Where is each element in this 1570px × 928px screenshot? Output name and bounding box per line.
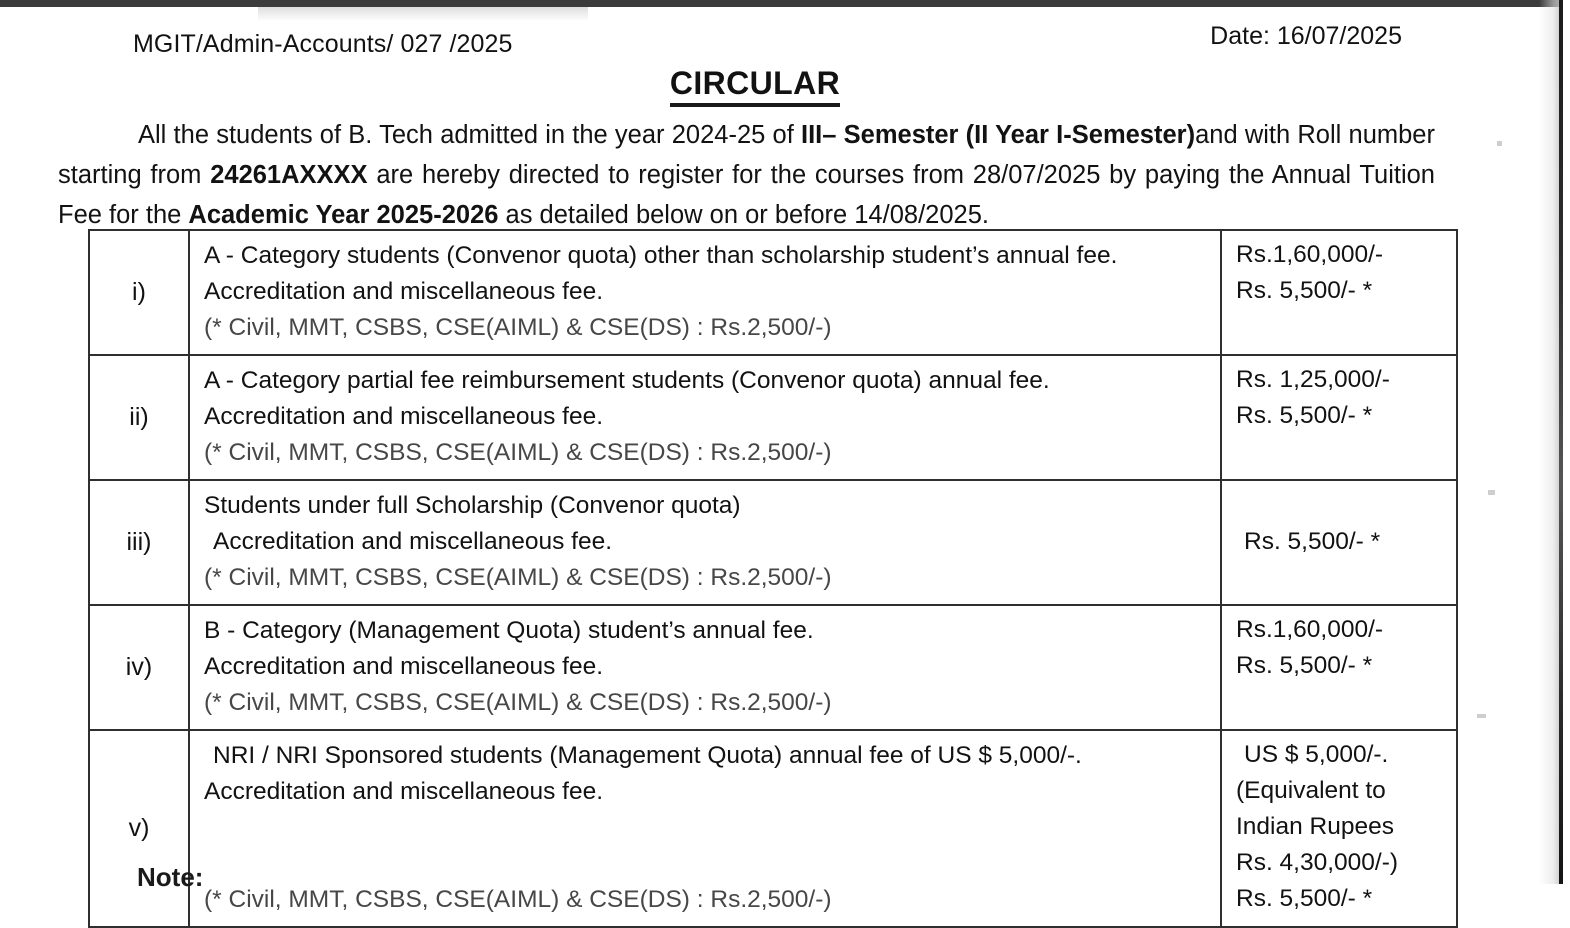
page-title bbox=[0, 65, 1510, 107]
desc-blank-line bbox=[204, 810, 1220, 846]
circular-body-paragraph bbox=[58, 115, 1435, 235]
row-description-i bbox=[189, 230, 1221, 355]
scan-top-smudge-artifact bbox=[258, 7, 588, 20]
desc-line: (* Civil, MMT, CSBS, CSE(AIML) & CSE(DS) : Rs.2,500/-) bbox=[204, 314, 832, 341]
amount-line: US $ 5,000/-. bbox=[1244, 741, 1389, 768]
desc-blank-line bbox=[204, 846, 1220, 882]
body-text-segment-3: are hereby directed to register for the courses from 28/07/2025 by paying the Annual Tuition Fee for the bbox=[58, 161, 1435, 229]
desc-line: Accreditation and miscellaneous fee. bbox=[204, 778, 604, 805]
row-amount-ii bbox=[1221, 355, 1457, 480]
body-text-segment-1: All the students of B. Tech admitted in the year 2024-25 of bbox=[138, 121, 801, 149]
desc-line: A - Category partial fee reimbursement students (Convenor quota) annual fee. bbox=[204, 367, 1050, 394]
desc-line: A - Category students (Convenor quota) other than scholarship student’s annual fee. bbox=[204, 242, 1118, 269]
page-title-text: CIRCULAR bbox=[670, 65, 840, 107]
row-index-iv: iv) bbox=[89, 605, 189, 730]
row-description-v bbox=[189, 730, 1221, 927]
table-row bbox=[89, 730, 1457, 927]
amount-line: Rs. 5,500/- * bbox=[1236, 277, 1373, 304]
scan-right-gutter-artifact bbox=[1539, 0, 1559, 884]
row-index-i: i) bbox=[89, 230, 189, 355]
table-row bbox=[89, 230, 1457, 355]
row-description-iii bbox=[189, 480, 1221, 605]
desc-line: (* Civil, MMT, CSBS, CSE(AIML) & CSE(DS) : Rs.2,500/-) bbox=[204, 564, 832, 591]
body-semester-emphasis: III– Semester (II Year I-Semester) bbox=[801, 121, 1196, 149]
desc-line: Accreditation and miscellaneous fee. bbox=[204, 403, 604, 430]
amount-line: Rs. 5,500/- * bbox=[1236, 885, 1373, 912]
desc-line: (* Civil, MMT, CSBS, CSE(AIML) & CSE(DS) : Rs.2,500/-) bbox=[204, 439, 832, 466]
body-rollnumber-emphasis: 24261AXXXX bbox=[210, 161, 368, 189]
row-amount-v bbox=[1221, 730, 1457, 927]
row-index-iii: iii) bbox=[89, 480, 189, 605]
desc-line: Accreditation and miscellaneous fee. bbox=[204, 278, 604, 305]
table-row bbox=[89, 355, 1457, 480]
desc-line: Students under full Scholarship (Convenor quota) bbox=[204, 492, 741, 519]
desc-line: (* Civil, MMT, CSBS, CSE(AIML) & CSE(DS) : Rs.2,500/-) bbox=[204, 689, 832, 716]
row-amount-iii bbox=[1221, 480, 1457, 605]
amount-line: (Equivalent to bbox=[1236, 777, 1386, 804]
row-amount-i bbox=[1221, 230, 1457, 355]
row-description-ii bbox=[189, 355, 1221, 480]
scan-speck bbox=[1497, 141, 1502, 146]
amount-line: Rs. 1,25,000/- bbox=[1236, 366, 1390, 393]
amount-line: Rs. 5,500/- * bbox=[1244, 527, 1381, 555]
reference-number: MGIT/Admin-Accounts/ 027 /2025 bbox=[133, 30, 513, 58]
body-text-segment-4: as detailed below on or before 14/08/2025. bbox=[498, 201, 989, 229]
row-index-ii: ii) bbox=[89, 355, 189, 480]
fee-structure-table bbox=[88, 229, 1458, 928]
desc-line: (* Civil, MMT, CSBS, CSE(AIML) & CSE(DS) : Rs.2,500/-) bbox=[204, 886, 832, 913]
desc-line: Accreditation and miscellaneous fee. bbox=[213, 528, 613, 555]
amount-line: Rs. 4,30,000/-) bbox=[1236, 849, 1399, 876]
document-date: Date: 16/07/2025 bbox=[1210, 22, 1402, 50]
scan-right-white-margin bbox=[1563, 0, 1570, 884]
amount-line: Rs.1,60,000/- bbox=[1236, 616, 1384, 643]
table-row bbox=[89, 480, 1457, 605]
scan-speck bbox=[1488, 490, 1495, 495]
amount-line: Rs.1,60,000/- bbox=[1236, 241, 1384, 268]
body-academic-year-emphasis: Academic Year 2025-2026 bbox=[188, 201, 499, 229]
row-index-v: v) bbox=[89, 730, 189, 927]
row-description-iv bbox=[189, 605, 1221, 730]
desc-line: B - Category (Management Quota) student’s annual fee. bbox=[204, 617, 814, 644]
scan-speck bbox=[1477, 714, 1486, 718]
row-amount-iv bbox=[1221, 605, 1457, 730]
desc-line: Accreditation and miscellaneous fee. bbox=[204, 653, 604, 680]
note-label: Note: bbox=[137, 862, 204, 892]
table-row bbox=[89, 605, 1457, 730]
body-text-segment-2: and with Roll number starting from bbox=[58, 121, 1435, 189]
scan-top-edge-artifact bbox=[0, 0, 1570, 7]
amount-line: Indian Rupees bbox=[1236, 813, 1395, 840]
desc-line: NRI / NRI Sponsored students (Management Quota) annual fee of US $ 5,000/-. bbox=[213, 742, 1082, 769]
amount-line: Rs. 5,500/- * bbox=[1236, 652, 1373, 679]
amount-line: Rs. 5,500/- * bbox=[1236, 402, 1373, 429]
